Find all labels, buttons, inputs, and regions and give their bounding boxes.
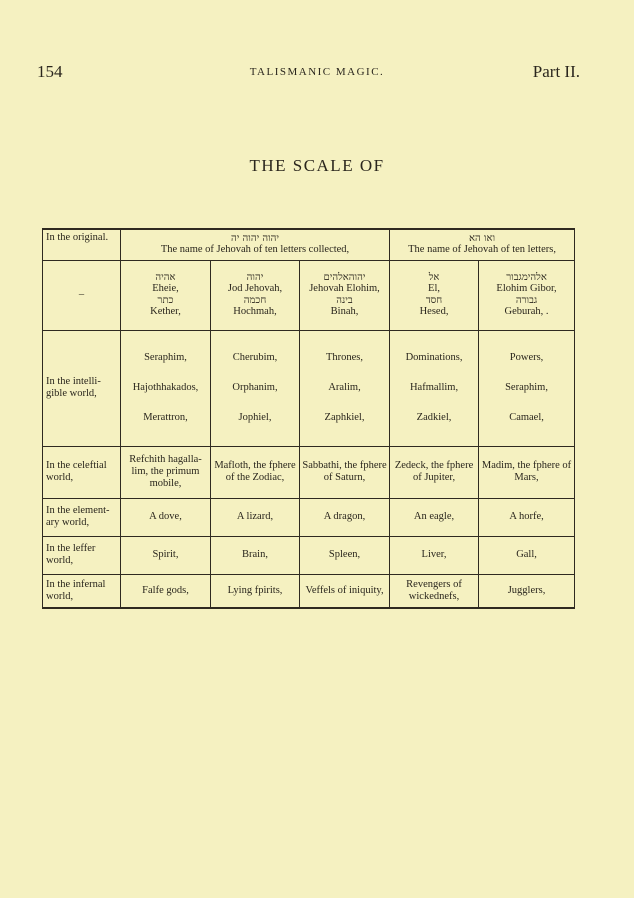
row-label-infernal: In the infernal world, [43,574,121,608]
row-elementary-world [43,498,575,536]
row-label-elementary: In the element-ary world, [43,498,121,536]
infernal-cell: Veffels of iniquity, [300,574,390,608]
name-cell: אל El, חסד Hesed, [390,260,479,330]
lesser-cell: Spleen, [300,536,390,574]
name-cell: יהוה Jod Jehovah, חכמה Hochmah, [211,260,300,330]
row-infernal-world [43,574,575,608]
group-ten-letters-collected [121,229,390,260]
hebrew-name-collected: יהוה יהוה יה [230,233,280,245]
lesser-cell: Liver, [390,536,479,574]
page-title: THE SCALE OF [249,156,385,175]
group-ten-letters [390,229,575,260]
name-cell: יהוהאלהים Jehovah Elohim, בינה Binah, [300,260,390,330]
name-cell: אהיה Eheie, כתר Kether, [121,260,211,330]
running-title: TALISMANIC MAGIC. [249,66,385,78]
row-label-celestial: In the celeftial world, [43,446,121,498]
row-intelligible-world [43,330,575,446]
scale-table [42,228,575,609]
elementary-cell: A lizard, [211,498,300,536]
lesser-cell: Spirit, [121,536,211,574]
elementary-cell: A dragon, [300,498,390,536]
collected-name-caption: The name of Jehovah of ten letters collected, [160,244,350,256]
celestial-cell: Sabbathi, the fphere of Saturn, [300,446,390,498]
infernal-cell: Lying fpirits, [211,574,300,608]
intelligible-cell: Cherubim, Orphanim, Jophiel, [211,330,300,446]
elementary-cell: A horfe, [479,498,575,536]
celestial-cell: Madim, the fphere of Mars, [479,446,575,498]
row-lesser-world [43,536,575,574]
elementary-cell: A dove, [121,498,211,536]
part-label: Part II. [532,62,580,81]
celestial-cell: Zedeck, the fphere of Jupiter, [390,446,479,498]
intelligible-cell: Seraphim, Hajothhakados, Merattron, [121,330,211,446]
intelligible-cell: Powers, Seraphim, Camael, [479,330,575,446]
infernal-cell: Jugglers, [479,574,575,608]
name-cell: אלהימגבור Elohim Gibor, גבורה Geburah, . [479,260,575,330]
ten-letters-caption: The name of Jehovah of ten letters, [408,244,556,256]
elementary-cell: An eagle, [390,498,479,536]
row-divine-names [43,260,575,330]
intelligible-cell: Dominations, Hafmallim, Zadkiel, [390,330,479,446]
lesser-cell: Gall, [479,536,575,574]
page-number: 154 [37,62,63,81]
hebrew-name-ten: ואו הא [469,233,496,245]
intelligible-cell: Thrones, Aralim, Zaphkiel, [300,330,390,446]
lesser-cell: Brain, [211,536,300,574]
infernal-cell: Falfe gods, [121,574,211,608]
row-celestial-world [43,446,575,498]
celestial-cell: Refchith hagalla-lim, the primum mobile, [121,446,211,498]
row-label-names: – [43,260,121,330]
row-label-original: In the original. [43,229,121,260]
infernal-cell: Revengers of wickednefs, [390,574,479,608]
row-original [43,229,575,260]
row-label-lesser: In the leffer world, [43,536,121,574]
row-label-intelligible: In the intelli-gible world, [43,330,121,446]
celestial-cell: Mafloth, the fphere of the Zodiac, [211,446,300,498]
